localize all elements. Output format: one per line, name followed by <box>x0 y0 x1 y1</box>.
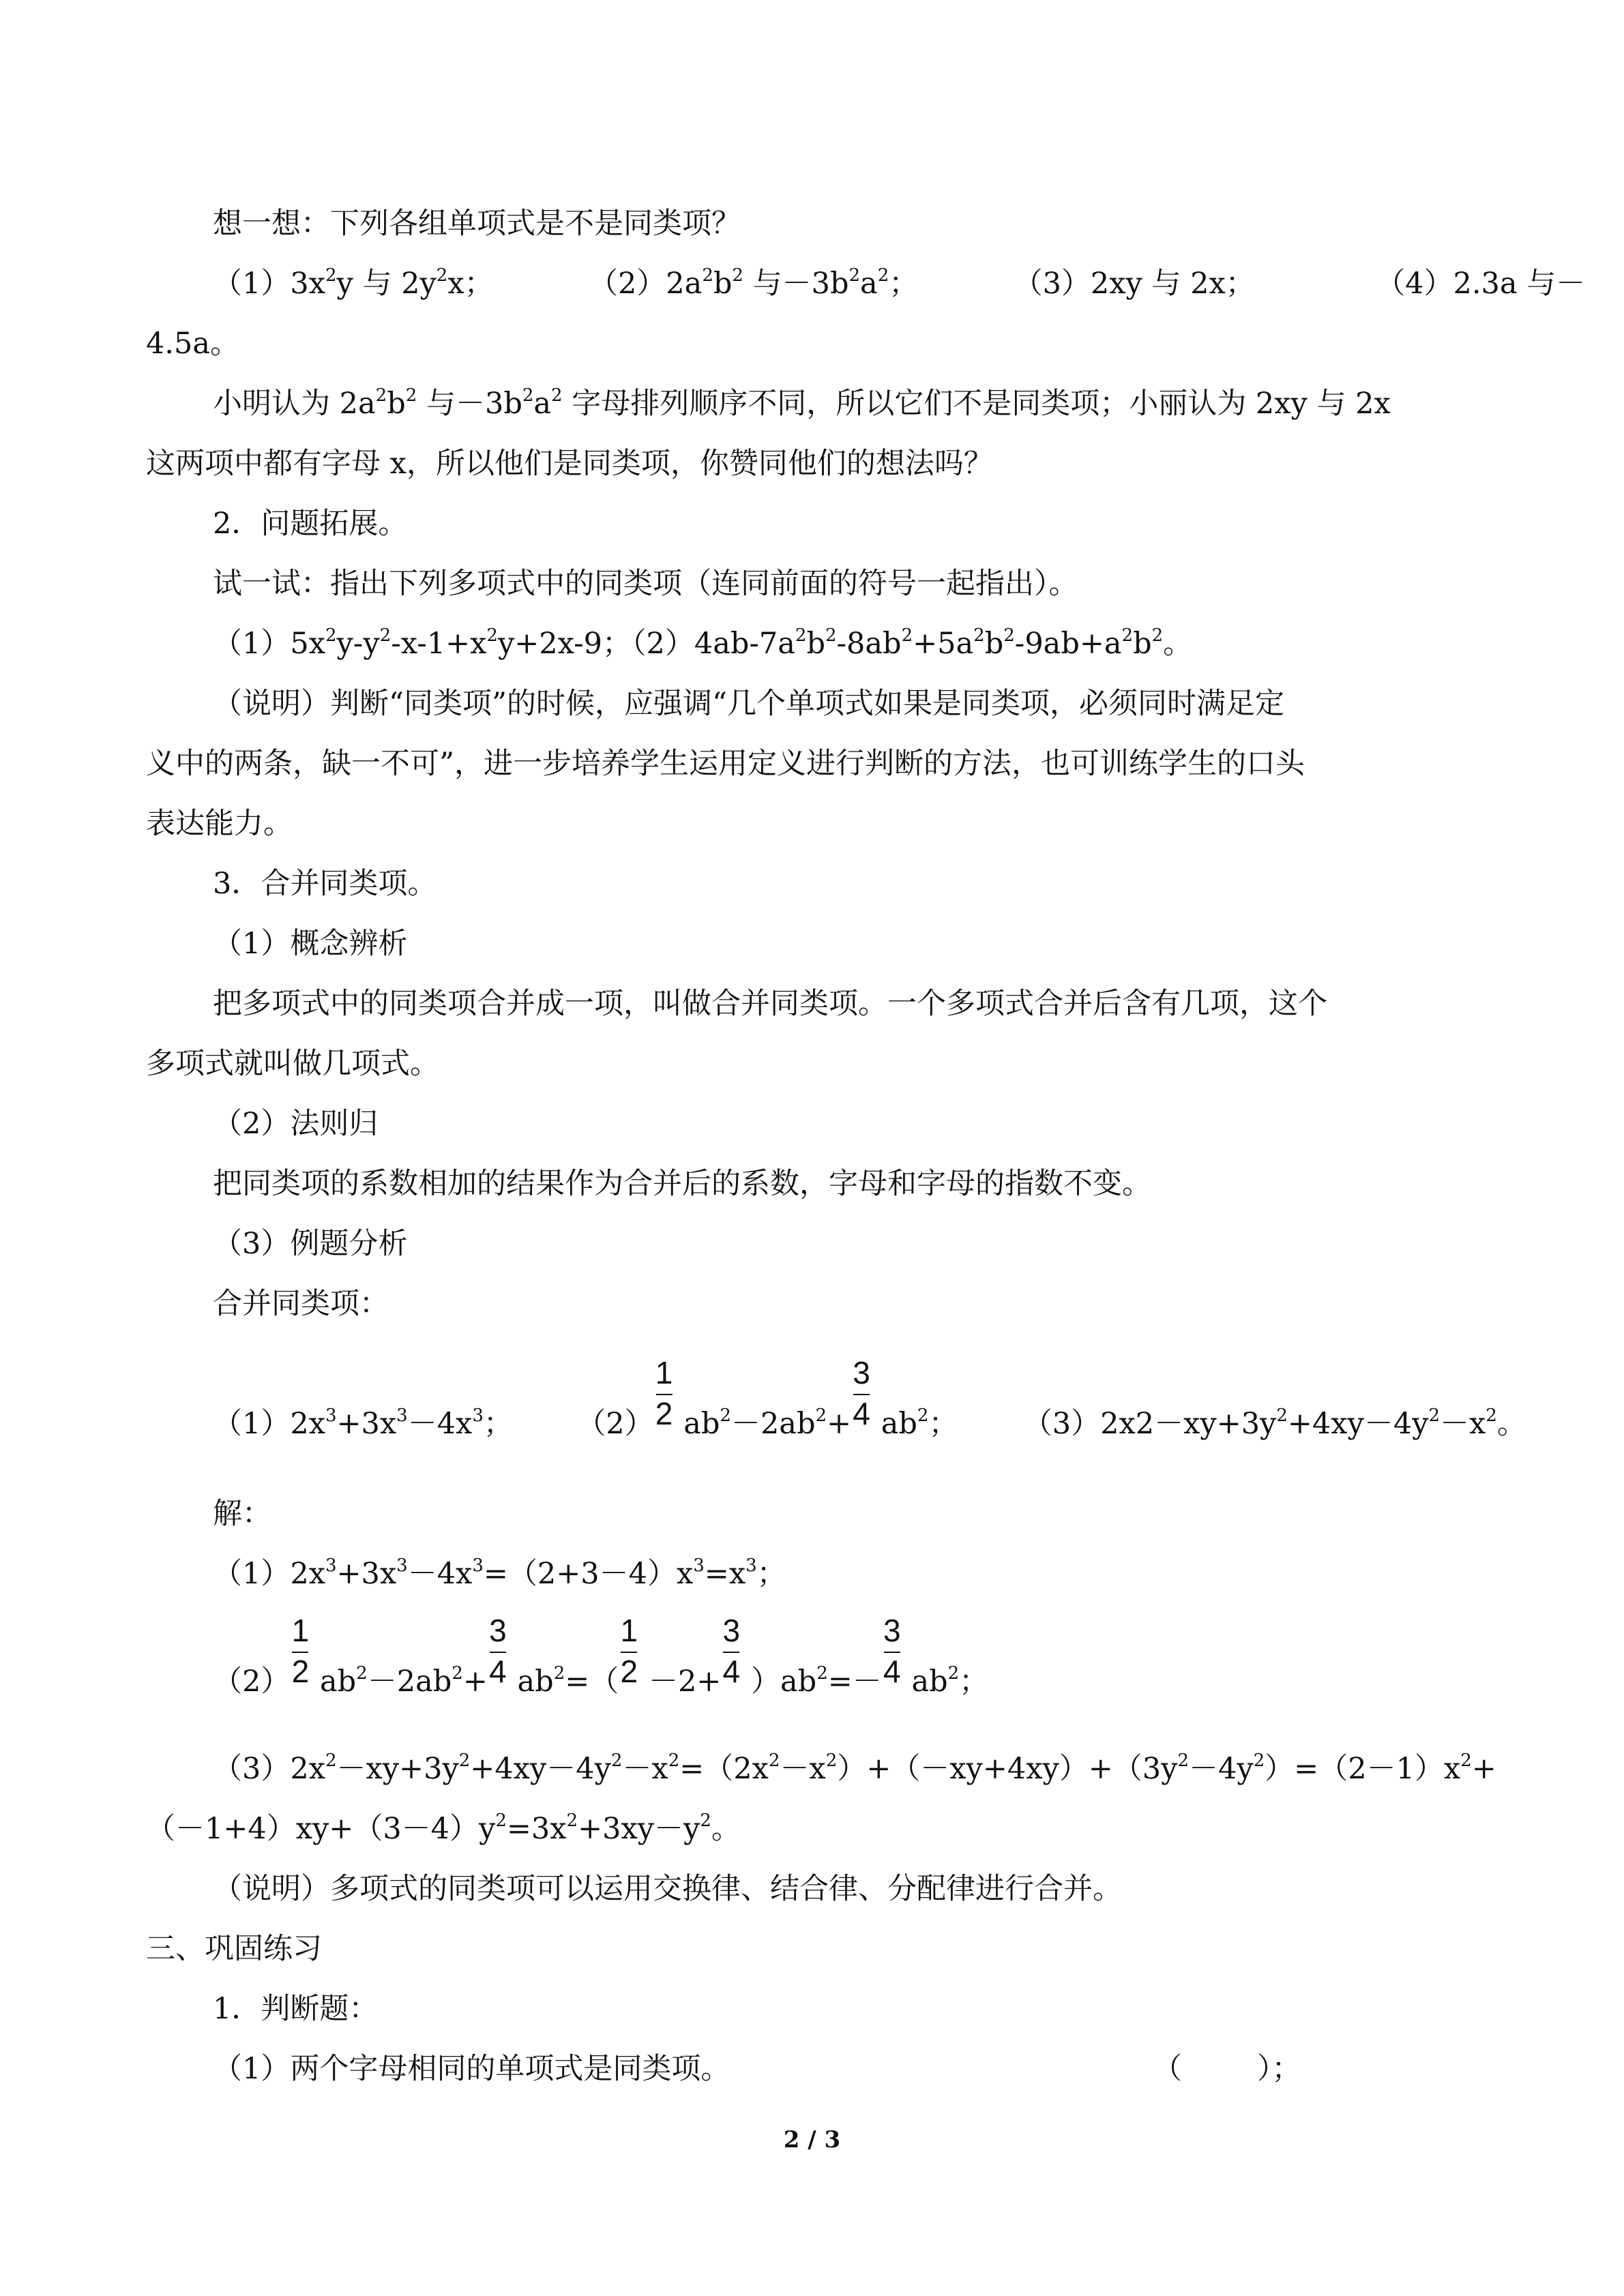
think-items-line-cont: 4.5a。 <box>146 327 240 361</box>
examples-line: $(1)2x^3+3x^3-4x^3$； （2） 1 2 $ab^2-2ab^2+$ 3 4 $ab^2$； $(3)2x2-xy+3y^2+4xy-4y^2-x^2$。 <box>213 1405 1526 1443</box>
fraction-bar <box>490 1652 506 1653</box>
fraction-bar <box>884 1652 900 1653</box>
fraction-bar <box>723 1652 739 1653</box>
think-items-line: $(1)3x^2y$ 与 $2y^2x$； $(2)2a^2b^2$ 与$-3b^2a^2$； （3）2xy 与 2x； （4）2.3a 与－ <box>213 265 1586 301</box>
fraction-three-quarters: 3 4 <box>489 1613 507 1689</box>
think-prompt: 想一想：下列各组单项式是不是同类项？ <box>213 207 741 241</box>
note-paragraph-3: 表达能力。 <box>146 807 293 841</box>
paragraph-xiaoming-cont: 这两项中都有字母 x，所以他们是同类项，你赞同他们的想法吗？ <box>146 447 993 481</box>
subheading-rule: （2）法则归 <box>213 1107 379 1141</box>
fraction-bar <box>621 1652 637 1653</box>
concept-paragraph-2: 多项式就叫做几项式。 <box>146 1047 439 1081</box>
fraction-three-quarters: 3 4 <box>722 1613 741 1689</box>
examples-prompt: 合并同类项： <box>213 1287 389 1321</box>
subheading-concept: （1）概念辨析 <box>213 927 408 961</box>
section-heading-combine: 3．合并同类项。 <box>213 867 437 901</box>
solution-3: $(3)2x^2-xy+3y^2+4xy-4y^2-x^2=(2x^2-x^2)+(-xy+4xy)+(3y^2-4y^2)=(2-1)x^2+$ <box>213 1750 1496 1786</box>
section-heading-practice: 三、巩固练习 <box>146 1932 322 1966</box>
fraction-bar <box>292 1652 308 1653</box>
concept-paragraph-1: 把多项式中的同类项合并成一项，叫做合并同类项。一个多项式合并后含有几项，这个 <box>213 987 1327 1021</box>
solution-label: 解： <box>213 1497 271 1531</box>
page-number: 2 / 3 <box>783 2126 841 2153</box>
fraction-half: 1 2 <box>655 1355 673 1431</box>
fraction-bar <box>853 1394 870 1395</box>
note-combine: （说明）多项式的同类项可以运用交换律、结合律、分配律进行合并。 <box>213 1872 1122 1906</box>
note-paragraph-1: （说明）判断“同类项”的时候，应强调“几个单项式如果是同类项，必须同时满足定 <box>213 687 1284 721</box>
rule-paragraph: 把同类项的系数相加的结果作为合并后的系数，字母和字母的指数不变。 <box>213 1167 1151 1201</box>
note-paragraph-2: 义中的两条，缺一不可”，进一步培养学生运用定义进行判断的方法，也可训练学生的口头 <box>146 747 1305 781</box>
judgement-item-1: （1）两个字母相同的单项式是同类项。 <box>213 2052 730 2086</box>
try-items: $(1)5x^2y-y^2-x-1+x^2y+2x-9$；$(2)4ab-7a^2b^2-8ab^2+5a^2b^2-9ab+a^2b^2$。 <box>213 625 1193 661</box>
solution-2: （2） 1 2 $ab^2-2ab^2+$ 3 4 $ab^2=$（ 1 2 －2+ 3 4 ）$ab^2=-$ 3 4 $ab^2$； <box>213 1663 988 1701</box>
fraction-half: 1 2 <box>291 1613 310 1689</box>
section-heading-extension: 2．问题拓展。 <box>213 507 408 541</box>
try-prompt: 试一试：指出下列多项式中的同类项（连同前面的符号一起指出）。 <box>213 567 1078 601</box>
judgement-heading: 1．判断题： <box>213 1992 379 2026</box>
answer-blank[interactable]: （ ）； <box>1153 2052 1301 2086</box>
fraction-three-quarters: 3 4 <box>853 1355 870 1431</box>
fraction-bar <box>656 1394 673 1395</box>
solution-3-cont: $(-1+4)xy+(3-4)y^2=3x^2+3xy-y^2$。 <box>146 1810 741 1846</box>
fraction-three-quarters: 3 4 <box>883 1613 901 1689</box>
paragraph-xiaoming: 小明认为 $2a^2b^2$ 与$-3b^2a^2$ 字母排列顺序不同，所以它们不是同类项；小丽认为 2xy 与 2x <box>213 385 1391 421</box>
subheading-examples: （3）例题分析 <box>213 1227 408 1261</box>
fraction-half: 1 2 <box>620 1613 638 1689</box>
solution-1: $(1)2x^3+3x^3-4x^3=(2+3-4)x^3=x^3$； <box>213 1555 786 1591</box>
